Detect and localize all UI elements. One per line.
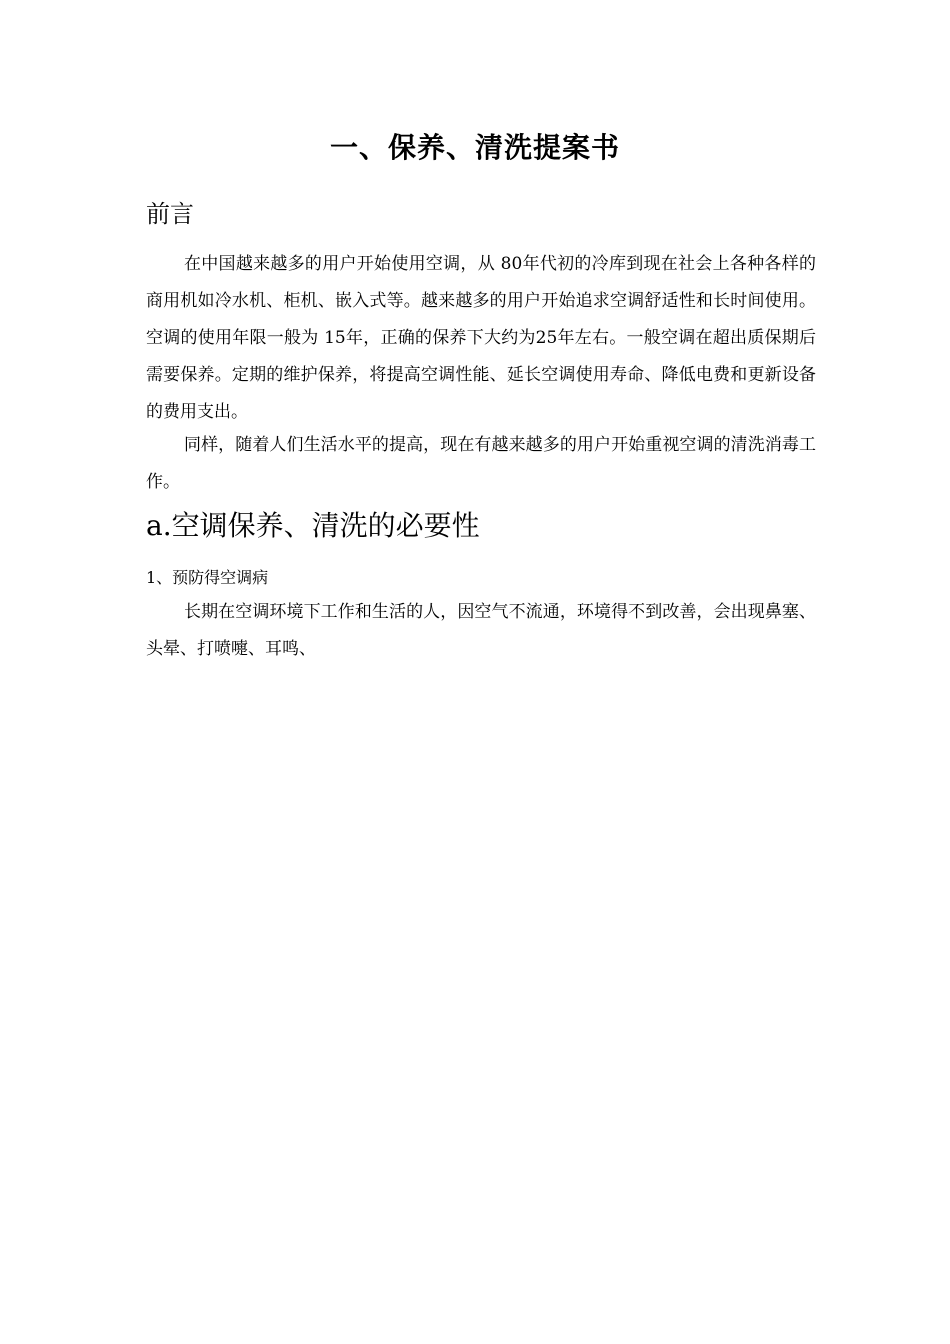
section-heading: a.空调保养、清洗的必要性 <box>146 509 480 542</box>
section-paragraph: 长期在空调环境下工作和生活的人，因空气不流通，环境得不到改善，会出现鼻塞、头晕、打喷嚏、耳鸣、 <box>146 602 816 659</box>
subsection-heading: 1、预防得空调病 <box>146 568 269 587</box>
preface-heading: 前言 <box>146 200 194 228</box>
body-paragraph-2: 同样，随着人们生活水平的提高，现在有越来越多的用户开始重视空调的清洗消毒工作。 <box>146 435 816 492</box>
document-title: 一、保养、清洗提案书 <box>329 131 620 164</box>
body-paragraph-1: 在中国越来越多的用户开始使用空调，从 80年代初的冷库到现在社会上各种各样的商用机如冷水机、柜机、嵌入式等。越来越多的用户开始追求空调舒适性和长时间使用。空调的使用年限一般为 15年，正确的保养下大约为25年左右。一般空调在超出质保期后需要保养。定期的维护保养，将提高空调性能、延长空调使用寿命、降低电费和更新设备的费用支出。 <box>146 254 816 422</box>
